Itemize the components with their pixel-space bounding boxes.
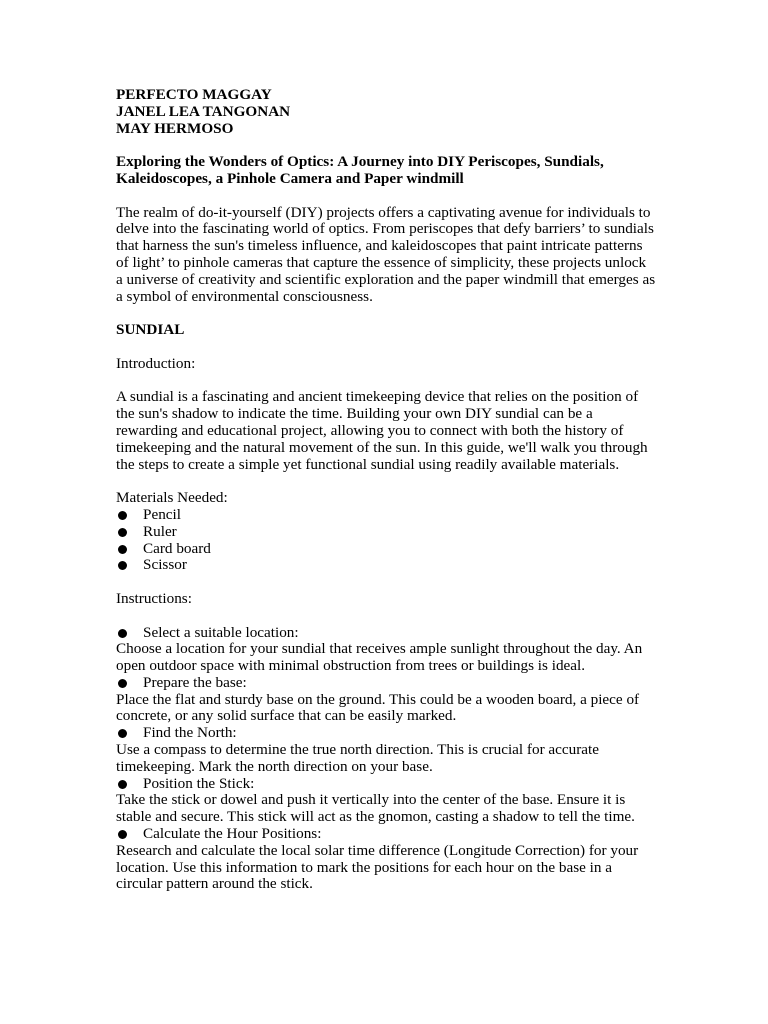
- instruction-steps: [116, 625, 656, 894]
- step-title: [116, 675, 656, 692]
- step-title-text: Select a suitable location:: [143, 623, 299, 641]
- introduction-label: Introduction:: [116, 354, 196, 372]
- material-item: Scissor: [143, 556, 187, 574]
- introduction-text: A sundial is a fascinating and ancient timekeeping device that relies on the position of the sun's shadow to indicate the time. Building your own DIY sundial can be a rewarding and educational project, allowing you to connect with both the history of timekeeping and the natural movement of the sun. In this guide, we'll walk you through the steps to create a simple yet functional sundial using readily available materials.: [116, 388, 648, 473]
- material-item: Card board: [143, 539, 211, 557]
- list-item: [116, 557, 656, 574]
- step-title: [116, 625, 656, 642]
- bullet-icon: [118, 729, 127, 738]
- step-text: Place the flat and sturdy base on the ground. This could be a wooden board, a piece of concrete, or any solid surface that can be easily marked.: [116, 690, 640, 725]
- bullet-icon: [118, 545, 127, 554]
- step-title: [116, 776, 656, 793]
- author-list: [116, 87, 656, 137]
- materials-list: [116, 507, 656, 574]
- author-name: PERFECTO MAGGAY: [116, 86, 272, 103]
- bullet-icon: [118, 780, 127, 789]
- bullet-icon: [118, 830, 127, 839]
- section-heading: SUNDIAL: [116, 321, 185, 339]
- bullet-icon: [118, 561, 127, 570]
- list-item: [116, 524, 656, 541]
- step-title-text: Position the Stick:: [143, 774, 255, 792]
- bullet-icon: [118, 629, 127, 638]
- step-title-text: Calculate the Hour Positions:: [143, 825, 322, 843]
- step-text: Research and calculate the local solar time difference (Longitude Correction) for your location. Use this information to mark the positions for each hour on the base in a circular pattern around the stick.: [116, 841, 639, 893]
- list-item: [116, 507, 656, 524]
- bullet-icon: [118, 511, 127, 520]
- material-item: Pencil: [143, 505, 181, 523]
- step-title: [116, 826, 656, 843]
- step-title: [116, 725, 656, 742]
- step-text: Choose a location for your sundial that receives ample sunlight throughout the day. An open outdoor space with minimal obstruction from trees or buildings is ideal.: [116, 640, 643, 675]
- author-name: JANEL LEA TANGONAN: [116, 102, 291, 120]
- step-title-text: Find the North:: [143, 724, 237, 742]
- document-body: [116, 87, 656, 893]
- material-item: Ruler: [143, 522, 177, 540]
- author-name: MAY HERMOSO: [116, 119, 234, 137]
- instructions-label: Instructions:: [116, 589, 192, 607]
- document-title: Exploring the Wonders of Optics: A Journey into DIY Periscopes, Sundials, Kaleidoscopes, a Pinhole Camera and Paper windmill: [116, 153, 604, 187]
- step-text: Use a compass to determine the true north direction. This is crucial for accurate timekeeping. Mark the north direction on your base.: [116, 741, 600, 775]
- intro-paragraph: The realm of do-it-yourself (DIY) projects offers a captivating avenue for individuals to delve into the fascinating world of optics. From periscopes that defy barriers’ to sundials that harness the sun's timeless influence, and kaleidoscopes that paint intricate patterns of light’ to pinhole cameras that capture the essence of simplicity, these projects unlock a universe of creativity and scientific exploration and the paper windmill that emerges as a symbol of environmental consciousness.: [116, 203, 656, 305]
- bullet-icon: [118, 679, 127, 688]
- list-item: [116, 541, 656, 558]
- step-text: Take the stick or dowel and push it vertically into the center of the base. Ensure it is stable and secure. This stick will act as the gnomon, casting a shadow to tell the time.: [116, 791, 635, 826]
- bullet-icon: [118, 528, 127, 537]
- step-title-text: Prepare the base:: [143, 673, 247, 691]
- materials-label: Materials Needed:: [116, 489, 228, 507]
